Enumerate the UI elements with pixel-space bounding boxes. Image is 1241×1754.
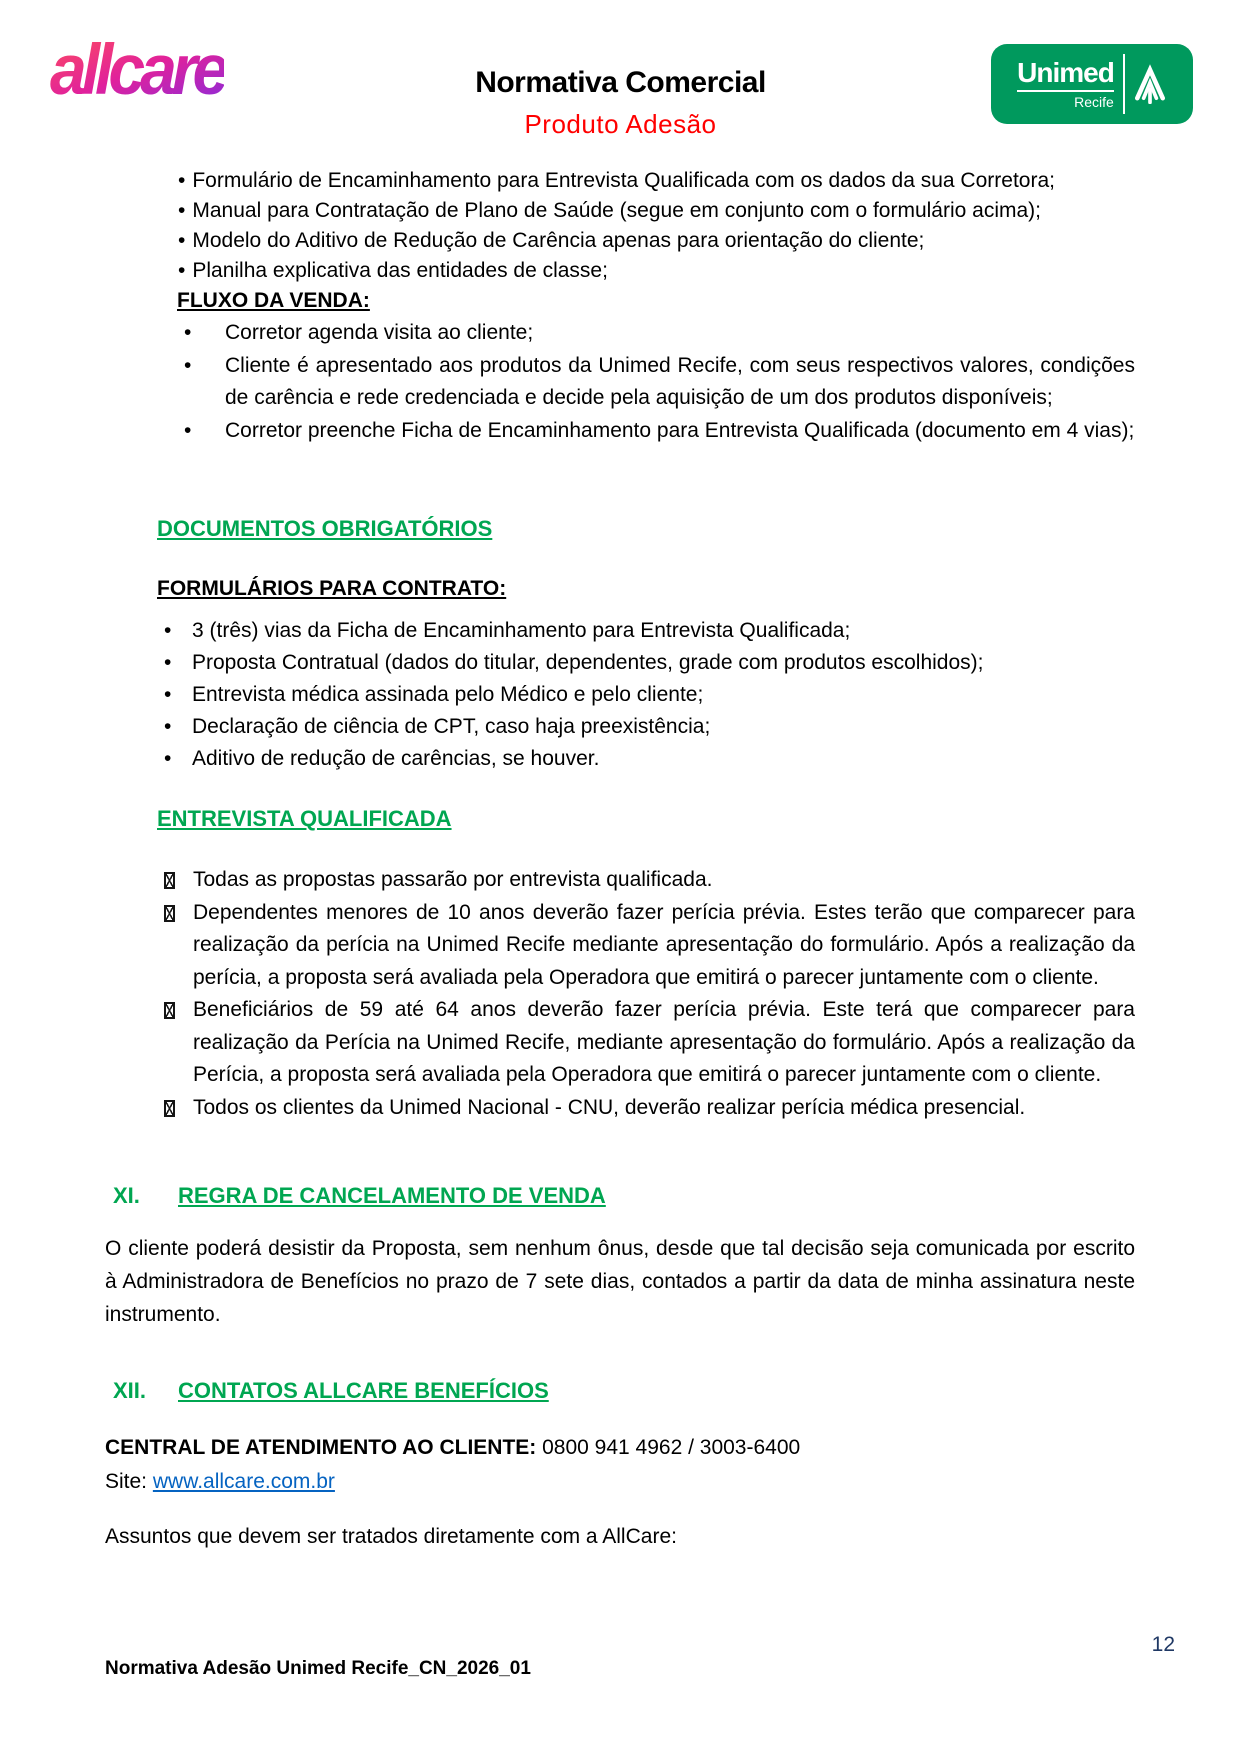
documentos-obrigatorios-heading: DOCUMENTOS OBRIGATÓRIOS xyxy=(157,516,493,541)
section-xi-heading-row xyxy=(105,1180,1135,1211)
list-item: • Corretor preenche Ficha de Encaminhamento para Entrevista Qualificada (documento em 4 vias); xyxy=(182,415,1135,447)
fluxo-da-venda-heading: FLUXO DA VENDA: xyxy=(177,289,370,312)
unimed-wordmark xyxy=(1017,56,1114,110)
intro-bullet-list xyxy=(178,166,1135,286)
list-item-text: Todos os clientes da Unimed Nacional - CNU, deverão realizar perícia médica presencial. xyxy=(193,1095,1026,1119)
list-item: • Entrevista médica assinada pelo Médico e pelo cliente; xyxy=(162,679,1135,711)
fluxo-bullet-list xyxy=(182,317,1135,447)
entrevista-qualificada-heading: ENTREVISTA QUALIFICADA xyxy=(157,806,452,831)
section-xii-heading-row xyxy=(105,1375,1135,1406)
list-item: • Aditivo de redução de carências, se houver. xyxy=(162,743,1135,775)
unimed-region: Recife xyxy=(1074,93,1114,110)
entrevista-checklist xyxy=(162,864,1135,1124)
list-item: • Manual para Contratação de Plano de Saúde (segue em conjunto com o formulário acima); xyxy=(178,196,1135,226)
list-item: • Corretor agenda visita ao cliente; xyxy=(182,317,1135,349)
list-item xyxy=(162,897,1135,995)
central-atendimento-line xyxy=(105,1431,1135,1464)
unimed-name: Unimed xyxy=(1017,59,1114,92)
list-item: • Cliente é apresentado aos produtos da Unimed Recife, com seus respectivos valores, condições de carência e rede credenciada e decide pela aquisição de um dos produtos disponíveis; xyxy=(182,350,1135,414)
list-item: • Modelo do Aditivo de Redução de Carência apenas para orientação do cliente; xyxy=(178,226,1135,256)
list-item-text: Todas as propostas passarão por entrevista qualificada. xyxy=(193,868,713,891)
checkbox-glyph-icon xyxy=(164,905,175,922)
unimed-logo xyxy=(991,44,1193,124)
list-item xyxy=(162,1092,1135,1125)
formularios-bullet-list xyxy=(162,615,1135,775)
list-item: • Planilha explicativa das entidades de classe; xyxy=(178,256,1135,286)
footer-doc-reference: Normativa Adesão Unimed Recife_CN_2026_01 xyxy=(105,1658,531,1679)
document-body xyxy=(105,166,1135,1553)
checkbox-glyph-icon xyxy=(164,1002,175,1019)
list-item-text: Dependentes menores de 10 anos deverão fazer perícia prévia. Estes terão que comparecer para realização da perícia na Unimed Recife mediante apresentação do formulário. Após a realização da perícia, a proposta será avaliada pela Operadora que emitirá o parecer juntamente com o cliente. xyxy=(193,900,1135,989)
list-item: • 3 (três) vias da Ficha de Encaminhamento para Entrevista Qualificada; xyxy=(162,615,1135,647)
section-xi-numeral: XI. xyxy=(113,1183,140,1208)
list-item-text: Beneficiários de 59 até 64 anos deverão fazer perícia prévia. Este terá que comparecer para realização da Perícia na Unimed Recife, mediante apresentação do formulário. Após a realização da Perícia, a proposta será avaliada pela Operadora que emitirá o parecer juntamente com o cliente. xyxy=(193,998,1135,1086)
central-atendimento-value: 0800 941 4962 / 3003-6400 xyxy=(536,1436,801,1459)
unimed-divider xyxy=(1123,54,1125,114)
assuntos-line: Assuntos que devem ser tratados diretamente com a AllCare: xyxy=(105,1525,677,1548)
section-xi-title: REGRA DE CANCELAMENTO DE VENDA xyxy=(178,1183,606,1208)
site-line xyxy=(105,1465,1135,1498)
list-item: • Formulário de Encaminhamento para Entrevista Qualificada com os dados da sua Corretora; xyxy=(178,166,1135,196)
checkbox-glyph-icon xyxy=(164,872,175,889)
section-xii-numeral: XII. xyxy=(113,1378,147,1403)
site-label: Site: xyxy=(105,1470,153,1493)
page-title: Normativa Comercial xyxy=(475,66,766,99)
allcare-logo: allcare xyxy=(50,29,225,109)
cancelamento-paragraph: O cliente poderá desistir da Proposta, sem nenhum ônus, desde que tal decisão seja comunicada por escrito à Administradora de Benefícios no prazo de 7 sete dias, contados a partir da data de minha assinatura neste instrumento. xyxy=(105,1237,1135,1326)
central-atendimento-label: CENTRAL DE ATENDIMENTO AO CLIENTE: xyxy=(105,1436,537,1459)
page-number: 12 xyxy=(1151,1633,1175,1656)
formularios-para-contrato-heading: FORMULÁRIOS PARA CONTRATO: xyxy=(157,577,507,600)
list-item: • Proposta Contratual (dados do titular, dependentes, grade com produtos escolhidos); xyxy=(162,647,1135,679)
page-subtitle: Produto Adesão xyxy=(524,109,717,139)
checkbox-glyph-icon xyxy=(164,1100,175,1117)
list-item xyxy=(162,994,1135,1092)
list-item: • Declaração de ciência de CPT, caso haja preexistência; xyxy=(162,711,1135,743)
section-xii-title: CONTATOS ALLCARE BENEFÍCIOS xyxy=(178,1378,549,1403)
allcare-site-link[interactable]: www.allcare.com.br xyxy=(152,1470,335,1493)
unimed-symbol-icon xyxy=(1133,64,1167,104)
list-item xyxy=(162,864,1135,897)
